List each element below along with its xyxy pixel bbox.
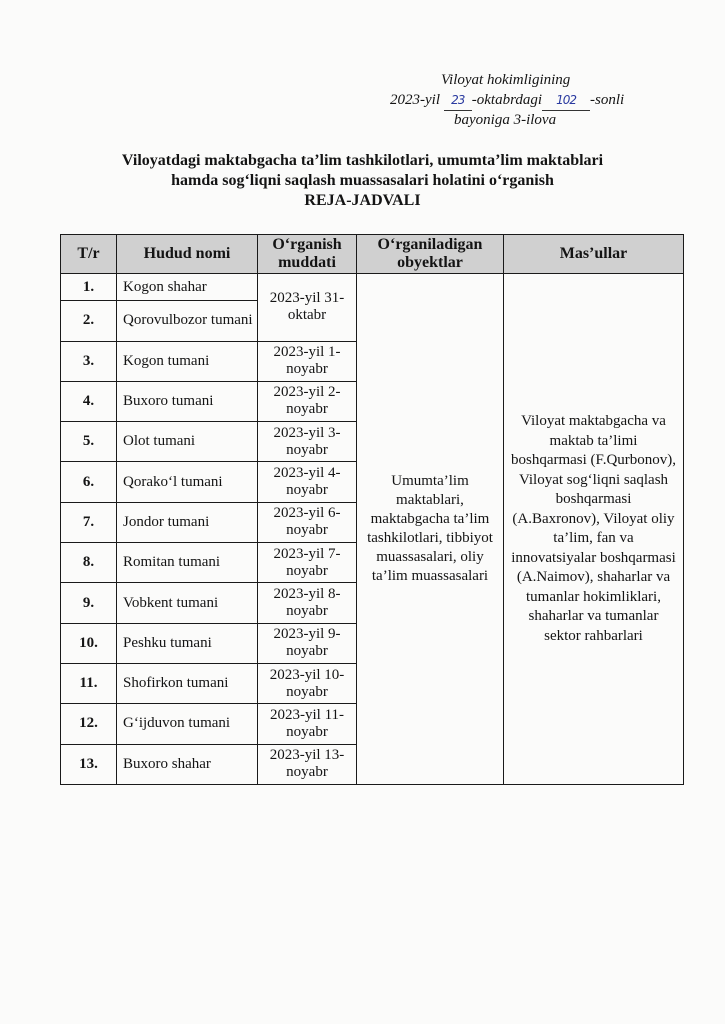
row-date: 2023-yil 6-noyabr (258, 502, 357, 542)
row-region: G‘ijduvon tumani (117, 704, 258, 744)
row-num: 9. (61, 583, 117, 623)
header-line-1: Viloyat hokimligining (441, 72, 571, 88)
row-num: 11. (61, 664, 117, 704)
objects-cell: Umumta’lim maktablari, maktabgacha ta’lim tashkilotlari, tibbiyot muassasalari, oliy ta’lim muassasalari (357, 274, 504, 785)
row-date: 2023-yil 7-noyabr (258, 543, 357, 583)
header-year: 2023-yil (390, 92, 440, 108)
row-date: 2023-yil 2-noyabr (258, 381, 357, 421)
document-title (0, 151, 725, 211)
row-region: Kogon tumani (117, 341, 258, 381)
row-region: Vobkent tumani (117, 583, 258, 623)
row-region: Jondor tumani (117, 502, 258, 542)
header-period: O‘rganish muddati (258, 235, 357, 274)
row-date: 2023-yil 9-noyabr (258, 623, 357, 663)
row-num: 3. (61, 341, 117, 381)
header-line-3: bayoniga 3-ilova (454, 112, 557, 128)
row-region: Shofirkon tumani (117, 664, 258, 704)
header-number-suffix: -sonli (590, 92, 625, 108)
row-date: 2023-yil 1-noyabr (258, 341, 357, 381)
handwritten-number: 102 (542, 90, 590, 111)
row-region: Peshku tumani (117, 623, 258, 663)
handwritten-day: 23 (444, 90, 472, 111)
row-region: Romitan tumani (117, 543, 258, 583)
row-num: 7. (61, 502, 117, 542)
row-num: 8. (61, 543, 117, 583)
row-num: 2. (61, 301, 117, 341)
header-line-2 (390, 90, 624, 111)
row-region: Buxoro shahar (117, 744, 258, 784)
header-responsible: Mas’ullar (504, 235, 684, 274)
row-num: 6. (61, 462, 117, 502)
row-region: Buxoro tumani (117, 381, 258, 421)
responsible-cell: Viloyat maktabgacha va maktab ta’limi boshqarmasi (F.Qurbonov), Viloyat sog‘liqni saqlash boshqarmasi (A.Baxronov), Viloyat oliy ta’lim, fan va innovatsiyalar boshqarmasi (A.Naimov), shaharlar va tumanlar hokimliklari, shaharlar va tumanlar sektor rahbarlari (504, 274, 684, 785)
row-num: 10. (61, 623, 117, 663)
title-line-3: REJA-JADVALI (304, 192, 421, 209)
header-month: -oktabrdagi (471, 92, 543, 108)
table-row (61, 274, 684, 301)
row-region: Olot tumani (117, 422, 258, 462)
row-num: 1. (61, 274, 117, 301)
row-region: Qorovulbozor tumani (117, 301, 258, 341)
schedule-table (60, 234, 684, 785)
title-line-1: Viloyatdagi maktabgacha ta’lim tashkilotlari, umumta’lim maktablari (121, 152, 604, 169)
row-date: 2023-yil 13-noyabr (258, 744, 357, 784)
row-date: 2023-yil 11-noyabr (258, 704, 357, 744)
row-region: Qorako‘l tumani (117, 462, 258, 502)
row-num: 12. (61, 704, 117, 744)
row-date-merged: 2023-yil 31-oktabr (258, 274, 357, 342)
table-header-row (61, 235, 684, 274)
row-region: Kogon shahar (117, 274, 258, 301)
row-num: 4. (61, 381, 117, 421)
row-date: 2023-yil 8-noyabr (258, 583, 357, 623)
row-date: 2023-yil 3-noyabr (258, 422, 357, 462)
header-objects: O‘rganiladigan obyektlar (357, 235, 504, 274)
title-line-2: hamda sog‘liqni saqlash muassasalari holatini o‘rganish (171, 172, 554, 189)
header-num: T/r (61, 235, 117, 274)
row-date: 2023-yil 4-noyabr (258, 462, 357, 502)
row-date: 2023-yil 10-noyabr (258, 664, 357, 704)
header-region: Hudud nomi (117, 235, 258, 274)
row-num: 13. (61, 744, 117, 784)
row-num: 5. (61, 422, 117, 462)
